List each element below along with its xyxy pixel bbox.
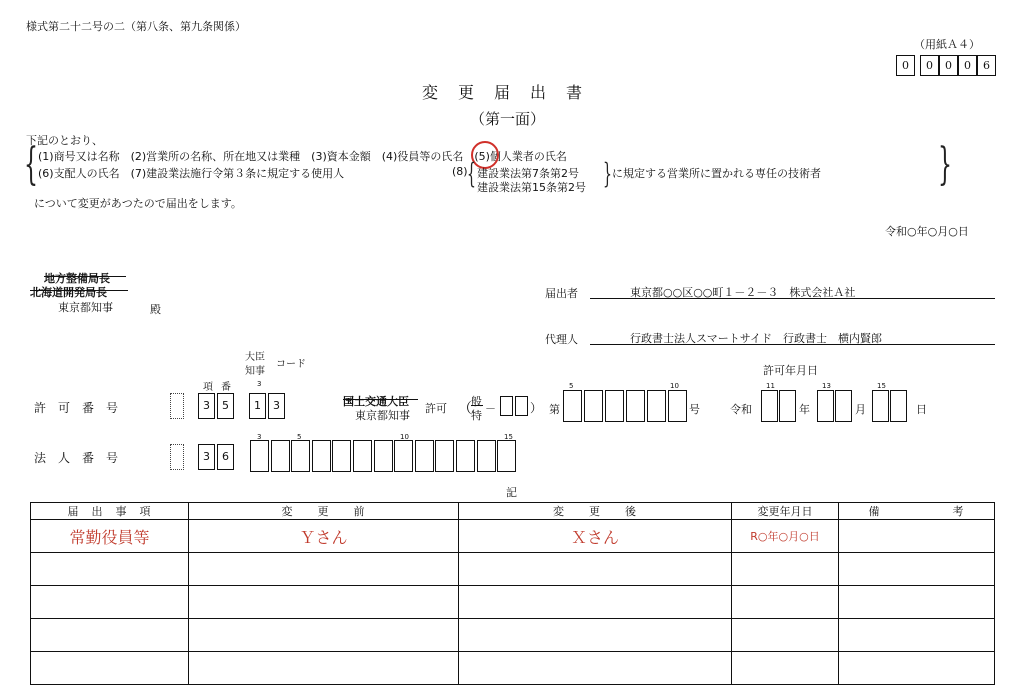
cell-item bbox=[31, 586, 189, 619]
kou-label: 項 bbox=[203, 382, 213, 393]
ki-label: 記 bbox=[506, 486, 517, 499]
daijin-label: 大臣 bbox=[245, 352, 265, 363]
permit-digit-cell bbox=[584, 390, 603, 422]
column-marker: 10 bbox=[670, 382, 679, 390]
addressee-2: 北海道開発局長 bbox=[30, 286, 107, 299]
table-row bbox=[31, 619, 995, 652]
cell-remarks bbox=[839, 652, 995, 685]
cell-change-date: R○年○月○日 bbox=[732, 520, 839, 553]
corporate-digit-cell bbox=[435, 440, 454, 472]
permit-digit-cell bbox=[626, 390, 645, 422]
agent-value: 行政書士法人スマートサイド 行政書士 横内賢郎 bbox=[630, 332, 883, 345]
cell-remarks bbox=[839, 586, 995, 619]
table-row bbox=[31, 553, 995, 586]
items-line-2: (6)支配人の氏名 (7)建設業法施行令第３条に規定する使用人 bbox=[38, 167, 345, 180]
code-digit: 3 bbox=[198, 393, 215, 419]
permit-digit-cell bbox=[668, 390, 687, 422]
corporate-digit-cell bbox=[291, 440, 310, 472]
cell-item bbox=[31, 619, 189, 652]
table-row bbox=[31, 652, 995, 685]
table-row bbox=[31, 586, 995, 619]
intro-text: 下記のとおり、 bbox=[26, 134, 103, 147]
strike-line bbox=[30, 290, 128, 291]
items-line-2-tail: に規定する営業所に置かれる専任の技術者 bbox=[612, 167, 821, 180]
open-paren: （ bbox=[458, 401, 472, 417]
header-remarks: 備 考 bbox=[839, 503, 995, 520]
changes-table bbox=[30, 502, 995, 685]
cell-item bbox=[31, 652, 189, 685]
corporate-digit-cell bbox=[332, 440, 351, 472]
serial-digit: 0 bbox=[896, 55, 915, 76]
input-cell bbox=[500, 396, 513, 416]
blank-box bbox=[170, 444, 184, 470]
strike-line bbox=[343, 399, 418, 400]
notifier-label: 届出者 bbox=[545, 287, 578, 300]
cell-remarks bbox=[839, 619, 995, 652]
ippan-label: 般 bbox=[471, 395, 482, 408]
notifier-value: 東京都○○区○○町１－２－３ 株式会社Ａ社 bbox=[630, 286, 856, 299]
column-marker: 15 bbox=[877, 382, 886, 390]
hi-label: 日 bbox=[916, 403, 927, 416]
column-marker: 10 bbox=[400, 433, 409, 441]
cell-after bbox=[459, 619, 732, 652]
corporate-digit-cell bbox=[353, 440, 372, 472]
cell-item: 常勤役員等 bbox=[31, 520, 189, 553]
strike-line bbox=[44, 276, 126, 277]
cell-after: Ｘさん bbox=[459, 520, 732, 553]
gou-label: 号 bbox=[689, 403, 700, 416]
input-cell bbox=[515, 396, 528, 416]
left-brace: { bbox=[24, 139, 38, 190]
permit-digit-cell bbox=[563, 390, 582, 422]
code-digit: 5 bbox=[217, 393, 234, 419]
year-cell bbox=[779, 390, 796, 422]
strike-line bbox=[471, 405, 483, 406]
corporate-digit-cell bbox=[312, 440, 331, 472]
cell-change-date bbox=[732, 586, 839, 619]
addressee-3: 東京都知事 bbox=[58, 301, 113, 314]
serial-digit: 0 bbox=[939, 55, 958, 76]
serial-digit: 6 bbox=[977, 55, 996, 76]
cell-after bbox=[459, 553, 732, 586]
corporate-digit: 6 bbox=[217, 444, 234, 470]
authority-governor: 東京都知事 bbox=[355, 409, 410, 422]
month-cell bbox=[817, 390, 834, 422]
header-before: 変 更 前 bbox=[189, 503, 459, 520]
table-header-row bbox=[31, 503, 995, 520]
serial-digit: 0 bbox=[958, 55, 977, 76]
cell-before bbox=[189, 553, 459, 586]
items-line-1: (1)商号又は名称 (2)営業所の名称、所在地又は業種 (3)資本金額 (4)役員等の氏名 (5)個人業者の氏名 bbox=[38, 150, 567, 163]
pref-digit: 1 bbox=[249, 393, 266, 419]
month-cell bbox=[835, 390, 852, 422]
corporate-digit: 3 bbox=[198, 444, 215, 470]
corporate-digit-cell bbox=[394, 440, 413, 472]
corporate-digit-cell bbox=[250, 440, 269, 472]
dash: － bbox=[485, 402, 496, 415]
column-marker: 15 bbox=[504, 433, 513, 441]
table-row bbox=[31, 520, 995, 553]
cell-before bbox=[189, 619, 459, 652]
serial-digit: 0 bbox=[920, 55, 939, 76]
year-cell bbox=[761, 390, 778, 422]
tokutei-label: 特 bbox=[471, 409, 482, 422]
header-item: 届 出 事 項 bbox=[31, 503, 189, 520]
addressee-1: 地方整備局長 bbox=[44, 272, 110, 285]
header-after: 変 更 後 bbox=[459, 503, 732, 520]
pref-digit: 3 bbox=[268, 393, 285, 419]
column-marker: 11 bbox=[766, 382, 775, 390]
cell-before bbox=[189, 652, 459, 685]
permit-digit-cell bbox=[647, 390, 666, 422]
document-subtitle: （第一面） bbox=[470, 110, 546, 128]
dai-label: 第 bbox=[549, 403, 560, 416]
corporate-digit-cell bbox=[271, 440, 290, 472]
code-label: コード bbox=[276, 359, 306, 370]
cell-remarks bbox=[839, 553, 995, 586]
authority-minister: 国土交通大臣 bbox=[343, 395, 409, 408]
corporate-number-label: 法 人 番 号 bbox=[34, 451, 119, 465]
kyoka-label: 許可 bbox=[425, 402, 447, 415]
reiwa-label: 令和 bbox=[730, 403, 752, 416]
option-article-7: 建設業法第7条第2号 bbox=[477, 167, 579, 180]
permit-date-label: 許可年月日 bbox=[763, 364, 818, 377]
cell-before bbox=[189, 586, 459, 619]
agent-label: 代理人 bbox=[545, 333, 578, 346]
blank-box bbox=[170, 393, 184, 419]
cell-change-date bbox=[732, 553, 839, 586]
cell-change-date bbox=[732, 652, 839, 685]
column-marker: 3 bbox=[257, 380, 262, 388]
corporate-digit-cell bbox=[497, 440, 516, 472]
cell-change-date bbox=[732, 619, 839, 652]
cell-remarks bbox=[839, 520, 995, 553]
form-number: 様式第二十二号の二（第八条、第九条関係） bbox=[26, 20, 246, 33]
close-paren: ） bbox=[530, 401, 543, 415]
honorific: 殿 bbox=[150, 303, 161, 316]
corporate-digit-cell bbox=[415, 440, 434, 472]
paper-size: （用紙Ａ４） bbox=[914, 38, 980, 51]
cell-before: Ｙさん bbox=[189, 520, 459, 553]
permit-number-label: 許 可 番 号 bbox=[34, 401, 119, 415]
option-brace-left: { bbox=[467, 157, 476, 190]
chiji-label: 知事 bbox=[245, 366, 265, 377]
day-cell bbox=[872, 390, 889, 422]
tsuki-label: 月 bbox=[855, 403, 866, 416]
nen-label: 年 bbox=[799, 403, 810, 416]
column-marker: 13 bbox=[822, 382, 831, 390]
submission-date: 令和○年○月○日 bbox=[885, 225, 969, 238]
cell-item bbox=[31, 553, 189, 586]
column-marker: 3 bbox=[257, 433, 262, 441]
item-8-label: (8) bbox=[452, 165, 468, 178]
right-brace: } bbox=[938, 139, 952, 190]
corporate-digit-cell bbox=[456, 440, 475, 472]
corporate-digit-cell bbox=[374, 440, 393, 472]
cell-after bbox=[459, 586, 732, 619]
option-brace-right: } bbox=[603, 157, 612, 190]
column-marker: 5 bbox=[297, 433, 302, 441]
column-marker: 5 bbox=[569, 382, 574, 390]
closing-text: について変更があつたので届出をします。 bbox=[34, 197, 242, 210]
document-title: 変 更 届 出 書 bbox=[422, 83, 585, 102]
ban-label: 番 bbox=[221, 382, 231, 393]
header-change-date: 変更年月日 bbox=[732, 503, 839, 520]
cell-after bbox=[459, 652, 732, 685]
option-article-15: 建設業法第15条第2号 bbox=[477, 181, 586, 194]
day-cell bbox=[890, 390, 907, 422]
corporate-digit-cell bbox=[477, 440, 496, 472]
permit-digit-cell bbox=[605, 390, 624, 422]
